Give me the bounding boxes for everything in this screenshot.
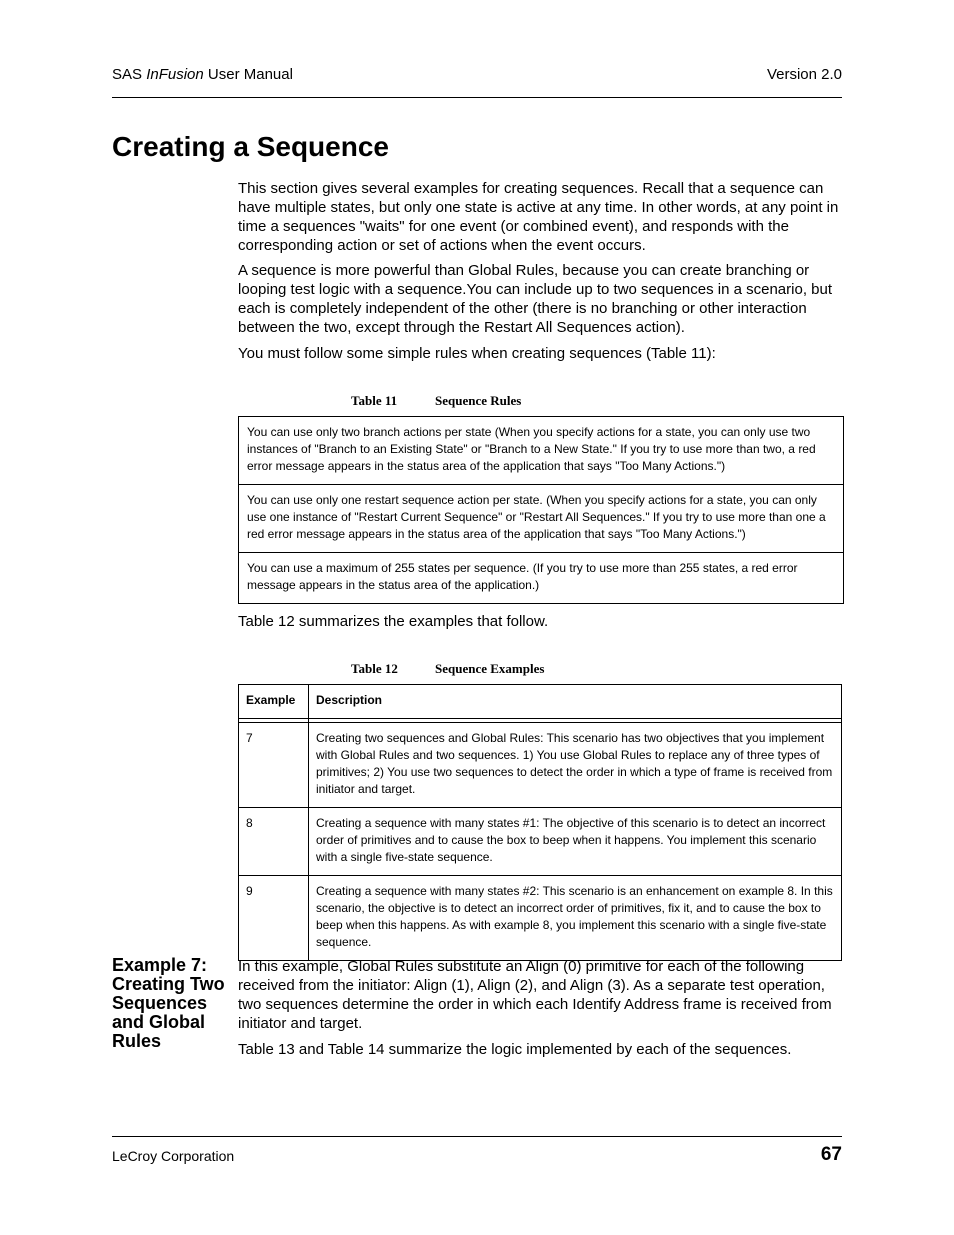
sequence-examples-table (238, 684, 842, 961)
example-description: Creating a sequence with many states #2: This scenario is an enhancement on example 8. In this scenario, the objective is to detect an incorrect order of primitives, fix it, and to cause the box to beep when this happens. As with example 8, you implement this scenario with a single five-state sequence. (309, 876, 842, 961)
running-header-title (112, 66, 293, 83)
header-product-name: InFusion (146, 66, 204, 83)
sequence-rules-table (238, 416, 844, 604)
intro-paragraph-2: A sequence is more powerful than Global Rules, because you can create branching or looping test logic with a sequence.You can include up to two sequences in a scenario, but each is completely independent of the other (there is no branching or other interaction between the two, except through the Restart All Sequences action). (238, 262, 833, 336)
intro-paragraph-1: This section gives several examples for creating sequences. Recall that a sequence can have multiple states, but only one state is active at any time. In other words, at any point in time a sequences "waits" for one event (or combined event), and responds with the corresponding action or set of actions when the event occurs. (238, 180, 839, 254)
rule-cell: You can use only two branch actions per state (When you specify actions for a state, you can only use two instances of "Branch to an Existing State" or "Branch to a New State." If you try to use more than two, a red error message appears in the status area of the application that says "Too Many Actions.") (239, 417, 844, 485)
table-row (239, 876, 842, 961)
header-rule (112, 97, 842, 98)
example-description: Creating a sequence with many states #1: The objective of this scenario is to detect an incorrect order of primitives and to cause the box to beep when it happens. You implement this scenario with a single five-state sequence. (309, 808, 842, 876)
column-header-description: Description (309, 685, 842, 719)
table-row (239, 808, 842, 876)
example-number: 8 (239, 808, 309, 876)
example7-paragraph-2: Table 13 and Table 14 summarize the logic implemented by each of the sequences. (238, 1041, 792, 1058)
running-header-version: Version 2.0 (766, 66, 842, 83)
intro-paragraph-3: You must follow some simple rules when creating sequences (Table 11): (238, 345, 716, 362)
header-product-suffix: User Manual (203, 66, 293, 83)
table-row (239, 553, 844, 604)
rule-cell: You can use a maximum of 255 states per sequence. (If you try to use more than 255 states, a red error message appears in the status area of the application.) (239, 553, 844, 604)
footer-company: LeCroy Corporation (112, 1148, 235, 1164)
table11-caption-number: Table 11 (351, 393, 398, 408)
page-title: Creating a Sequence (112, 131, 389, 162)
table12-caption-title: Sequence Examples (435, 661, 545, 676)
example7-side-heading: Example 7: Creating Two Sequences and Global Rules (112, 955, 225, 1051)
page-number: 67 (820, 1144, 842, 1165)
table-row (239, 417, 844, 485)
table-row (239, 485, 844, 553)
footer-rule (112, 1136, 842, 1137)
example-number: 9 (239, 876, 309, 961)
rule-cell: You can use only one restart sequence action per state. (When you specify actions for a state, you can only use one instance of "Restart Current Sequence" or "Restart All Sequences." If you try to use more than one a red error message appears in the status area of the application that says "Too Many Actions.") (239, 485, 844, 553)
example-description: Creating two sequences and Global Rules: This scenario has two objectives that you implement with Global Rules and two sequences. 1) You use Global Rules to replace any of three types of primitives; 2) You use two sequences to detect the order in which a type of frame is received from initiator and target. (309, 723, 842, 808)
table-header-row (239, 685, 842, 719)
example7-paragraph-1: In this example, Global Rules substitute an Align (0) primitive for each of the following received from the initiator: Align (1), Align (2), and Align (3). As a separate test operation, two sequences determine the order in which each Identify Address frame is received from initiator and target. (238, 958, 832, 1032)
table12-caption-number: Table 12 (351, 661, 398, 676)
example-number: 7 (239, 723, 309, 808)
column-header-example: Example (239, 685, 309, 719)
table12-intro: Table 12 summarizes the examples that follow. (238, 613, 549, 630)
table-row (239, 723, 842, 808)
table11-caption-title: Sequence Rules (435, 393, 522, 408)
header-product-prefix: SAS (112, 66, 147, 83)
